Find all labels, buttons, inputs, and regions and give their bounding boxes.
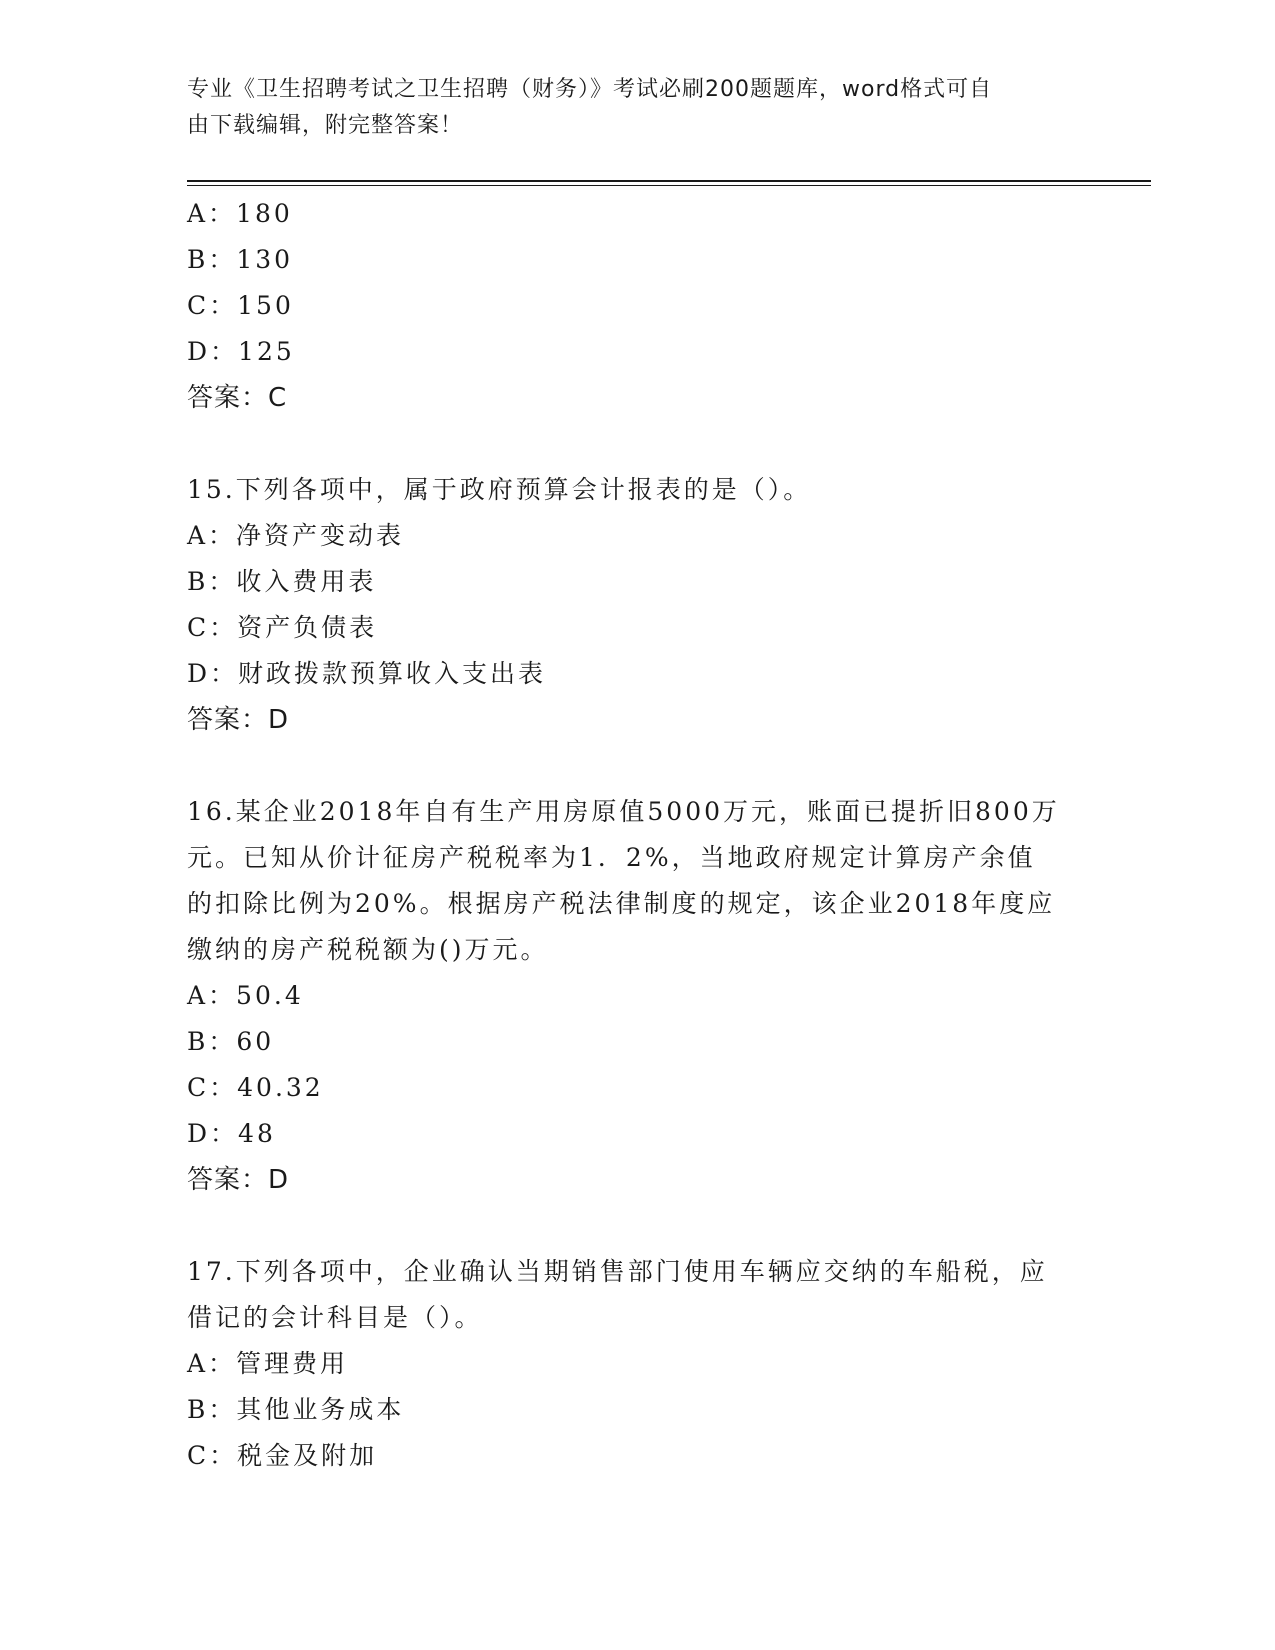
document-header bbox=[187, 72, 1087, 144]
option-a: A：管理费用 bbox=[187, 1349, 349, 1378]
option-c: C：150 bbox=[187, 291, 294, 320]
answer-line: 答案：C bbox=[187, 383, 288, 413]
header-divider-thin bbox=[187, 185, 1151, 186]
option-d: D：财政拨款预算收入支出表 bbox=[187, 659, 547, 688]
option-b: B：收入费用表 bbox=[187, 567, 377, 596]
question-text-line-2: 借记的会计科目是（）。 bbox=[187, 1303, 483, 1332]
option-b: B：60 bbox=[187, 1027, 275, 1056]
question-text-line-4: 缴纳的房产税税额为()万元。 bbox=[187, 935, 549, 964]
option-a: A：50.4 bbox=[187, 981, 304, 1010]
question-16-block bbox=[187, 789, 1087, 1203]
question-text: 15.下列各项中，属于政府预算会计报表的是（）。 bbox=[187, 475, 812, 504]
question-text-line-2: 元。已知从价计征房产税税率为1．2%，当地政府规定计算房产余值 bbox=[187, 843, 1036, 872]
question-text-line-1: 16.某企业2018年自有生产用房原值5000万元，账面已提折旧800万 bbox=[187, 797, 1060, 826]
answer-line: 答案：D bbox=[187, 1165, 290, 1195]
question-text-line-3: 的扣除比例为20%。根据房产税法律制度的规定，该企业2018年度应 bbox=[187, 889, 1056, 918]
option-a: A：净资产变动表 bbox=[187, 521, 405, 550]
header-divider-thick bbox=[187, 180, 1151, 182]
option-b: B：130 bbox=[187, 245, 294, 274]
question-17-block bbox=[187, 1249, 1087, 1479]
question-text-line-1: 17.下列各项中，企业确认当期销售部门使用车辆应交纳的车船税，应 bbox=[187, 1257, 1048, 1286]
question-15-block bbox=[187, 467, 1087, 743]
answer-line: 答案：D bbox=[187, 705, 290, 735]
option-d: D：125 bbox=[187, 337, 295, 366]
header-line-1: 专业《卫生招聘考试之卫生招聘（财务）》考试必刷200题题库，word格式可自 bbox=[187, 77, 993, 102]
option-a: A：180 bbox=[187, 199, 293, 228]
spacer bbox=[187, 743, 1087, 789]
spacer bbox=[187, 1203, 1087, 1249]
option-b: B：其他业务成本 bbox=[187, 1395, 405, 1424]
option-c: C：40.32 bbox=[187, 1073, 324, 1102]
option-c: C：资产负债表 bbox=[187, 613, 378, 642]
question-14-block bbox=[187, 191, 1087, 421]
header-line-2: 由下载编辑，附完整答案！ bbox=[187, 113, 464, 138]
option-d: D：48 bbox=[187, 1119, 276, 1148]
spacer bbox=[187, 421, 1087, 467]
option-c: C：税金及附加 bbox=[187, 1441, 378, 1470]
question-list bbox=[187, 191, 1087, 1479]
